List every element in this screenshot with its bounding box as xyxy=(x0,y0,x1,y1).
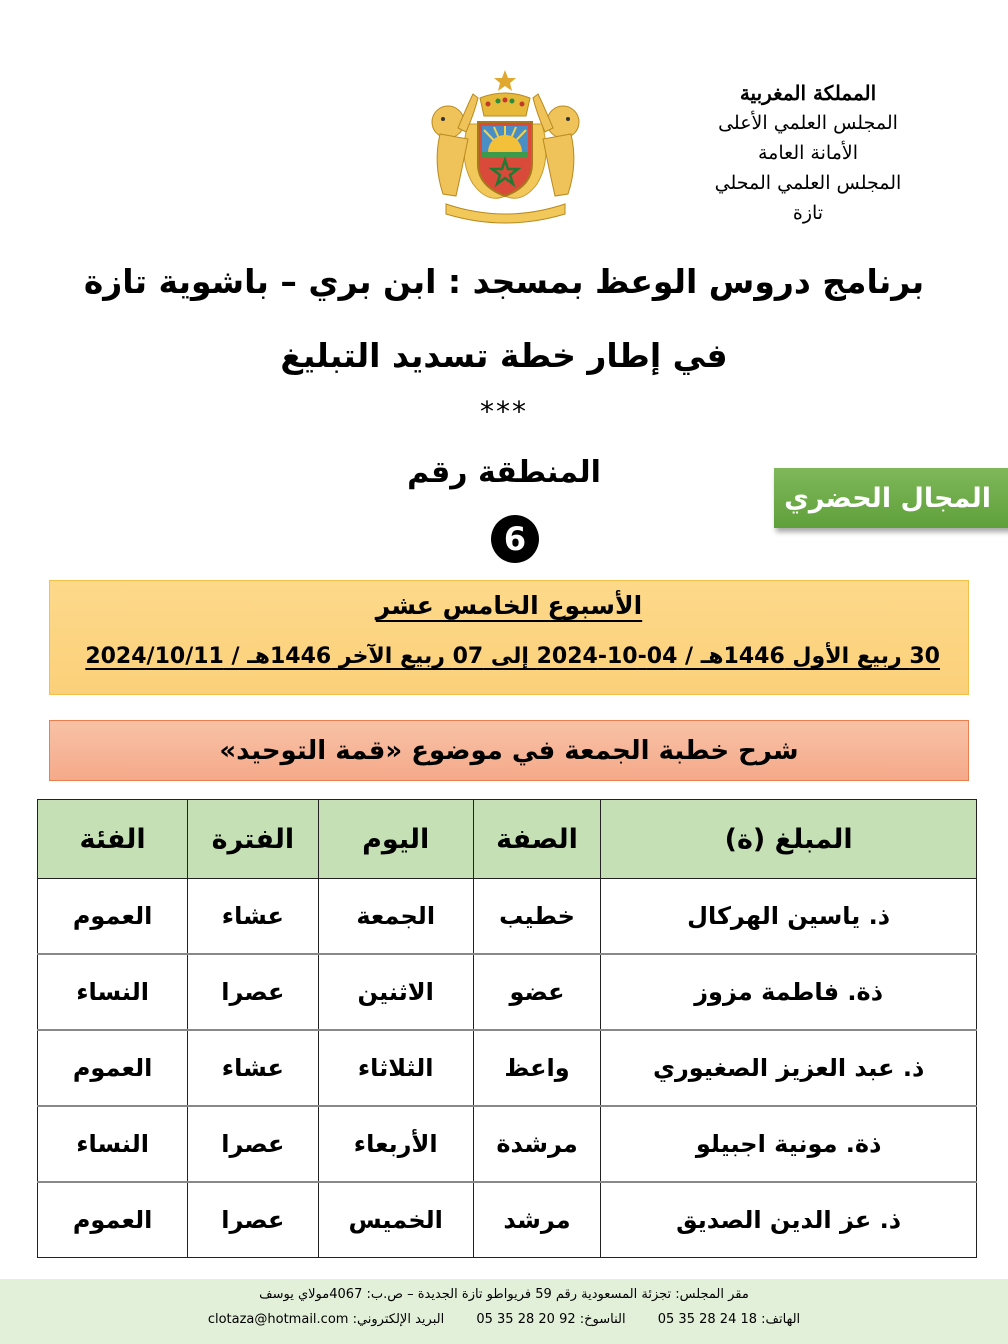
cell-category: العموم xyxy=(38,1030,188,1106)
cell-category: العموم xyxy=(38,1182,188,1258)
cell-role: مرشد xyxy=(473,1182,600,1258)
week-dates: 30 ربيع الأول 1446هـ / 04-10-2024 إلى 07 ربيع الآخر 1446هـ / 2024/10/11 xyxy=(85,644,940,669)
institution-line: المجلس العلمي الأعلى xyxy=(718,112,898,134)
cell-day: الخميس xyxy=(318,1182,473,1258)
footer xyxy=(0,1279,1008,1344)
cell-preacher: ذة. مونية اجبيلو xyxy=(601,1106,977,1182)
zone-number-badge: 6 xyxy=(491,515,539,563)
cell-period: عصرا xyxy=(188,954,318,1030)
table-row xyxy=(38,1106,977,1182)
institution-header xyxy=(690,78,926,228)
footer-contacts xyxy=(0,1312,1008,1327)
coat-of-arms-emblem xyxy=(418,64,593,229)
header-day: اليوم xyxy=(318,800,473,879)
program-title: برنامج دروس الوعظ بمسجد : ابن بري – باشوية تازة xyxy=(83,262,925,301)
cell-period: عصرا xyxy=(188,1182,318,1258)
motto-ribbon xyxy=(446,204,565,223)
schedule-table xyxy=(37,799,977,1258)
cell-day: الأربعاء xyxy=(318,1106,473,1182)
cell-preacher: ذ. ياسين الهركال xyxy=(601,879,977,955)
table-row xyxy=(38,1030,977,1106)
header-period: الفترة xyxy=(188,800,318,879)
institution-line: الأمانة العامة xyxy=(758,142,858,164)
table-row xyxy=(38,879,977,955)
table-row xyxy=(38,1182,977,1258)
star-icon xyxy=(494,70,516,91)
lion-right-icon xyxy=(547,106,579,138)
week-box xyxy=(49,580,969,695)
cell-role: مرشدة xyxy=(473,1106,600,1182)
header-preacher: المبلغ (ة) xyxy=(601,800,977,879)
lion-left-icon xyxy=(432,106,464,138)
footer-address: مقر المجلس: تجزئة المسعودية رقم 59 فريواطو تازة الجديدة – ص.ب: 4067مولاي يوسف xyxy=(259,1287,749,1302)
separator-stars: *** xyxy=(480,395,528,428)
cell-day: الجمعة xyxy=(318,879,473,955)
zone-label: المنطقة رقم xyxy=(407,455,601,490)
header-role: الصفة xyxy=(473,800,600,879)
cell-period: عصرا xyxy=(188,1106,318,1182)
footer-phone: الهاتف: 18 24 28 35 05 xyxy=(657,1312,801,1327)
cell-role: عضو xyxy=(473,954,600,1030)
table-row xyxy=(38,954,977,1030)
cell-category: النساء xyxy=(38,1106,188,1182)
cell-category: العموم xyxy=(38,879,188,955)
institution-line: تازة xyxy=(792,202,824,224)
cell-period: عشاء xyxy=(188,1030,318,1106)
cell-period: عشاء xyxy=(188,879,318,955)
cell-day: الثلاثاء xyxy=(318,1030,473,1106)
cell-preacher: ذ. عز الدين الصديق xyxy=(601,1182,977,1258)
cell-role: واعظ xyxy=(473,1030,600,1106)
cell-category: النساء xyxy=(38,954,188,1030)
institution-line: المملكة المغربية xyxy=(739,81,877,105)
cell-role: خطيب xyxy=(473,879,600,955)
table-header-row xyxy=(38,800,977,879)
topic-box: شرح خطبة الجمعة في موضوع «قمة التوحيد» xyxy=(49,720,969,781)
cell-preacher: ذة. فاطمة مزوز xyxy=(601,954,977,1030)
footer-fax: الناسوخ: 92 20 28 35 05 xyxy=(476,1312,626,1327)
week-title: الأسبوع الخامس عشر xyxy=(375,591,643,620)
domain-badge: المجال الحضري xyxy=(774,468,1008,528)
framework-title: في إطار خطة تسديد التبليغ xyxy=(280,336,728,375)
footer-email[interactable]: البريد الإلكتروني: clotaza@hotmail.com xyxy=(207,1312,445,1327)
institution-line: المجلس العلمي المحلي xyxy=(714,172,902,194)
header-category: الفئة xyxy=(38,800,188,879)
cell-preacher: ذ. عبد العزيز الصغيوري xyxy=(601,1030,977,1106)
cell-day: الاثنين xyxy=(318,954,473,1030)
